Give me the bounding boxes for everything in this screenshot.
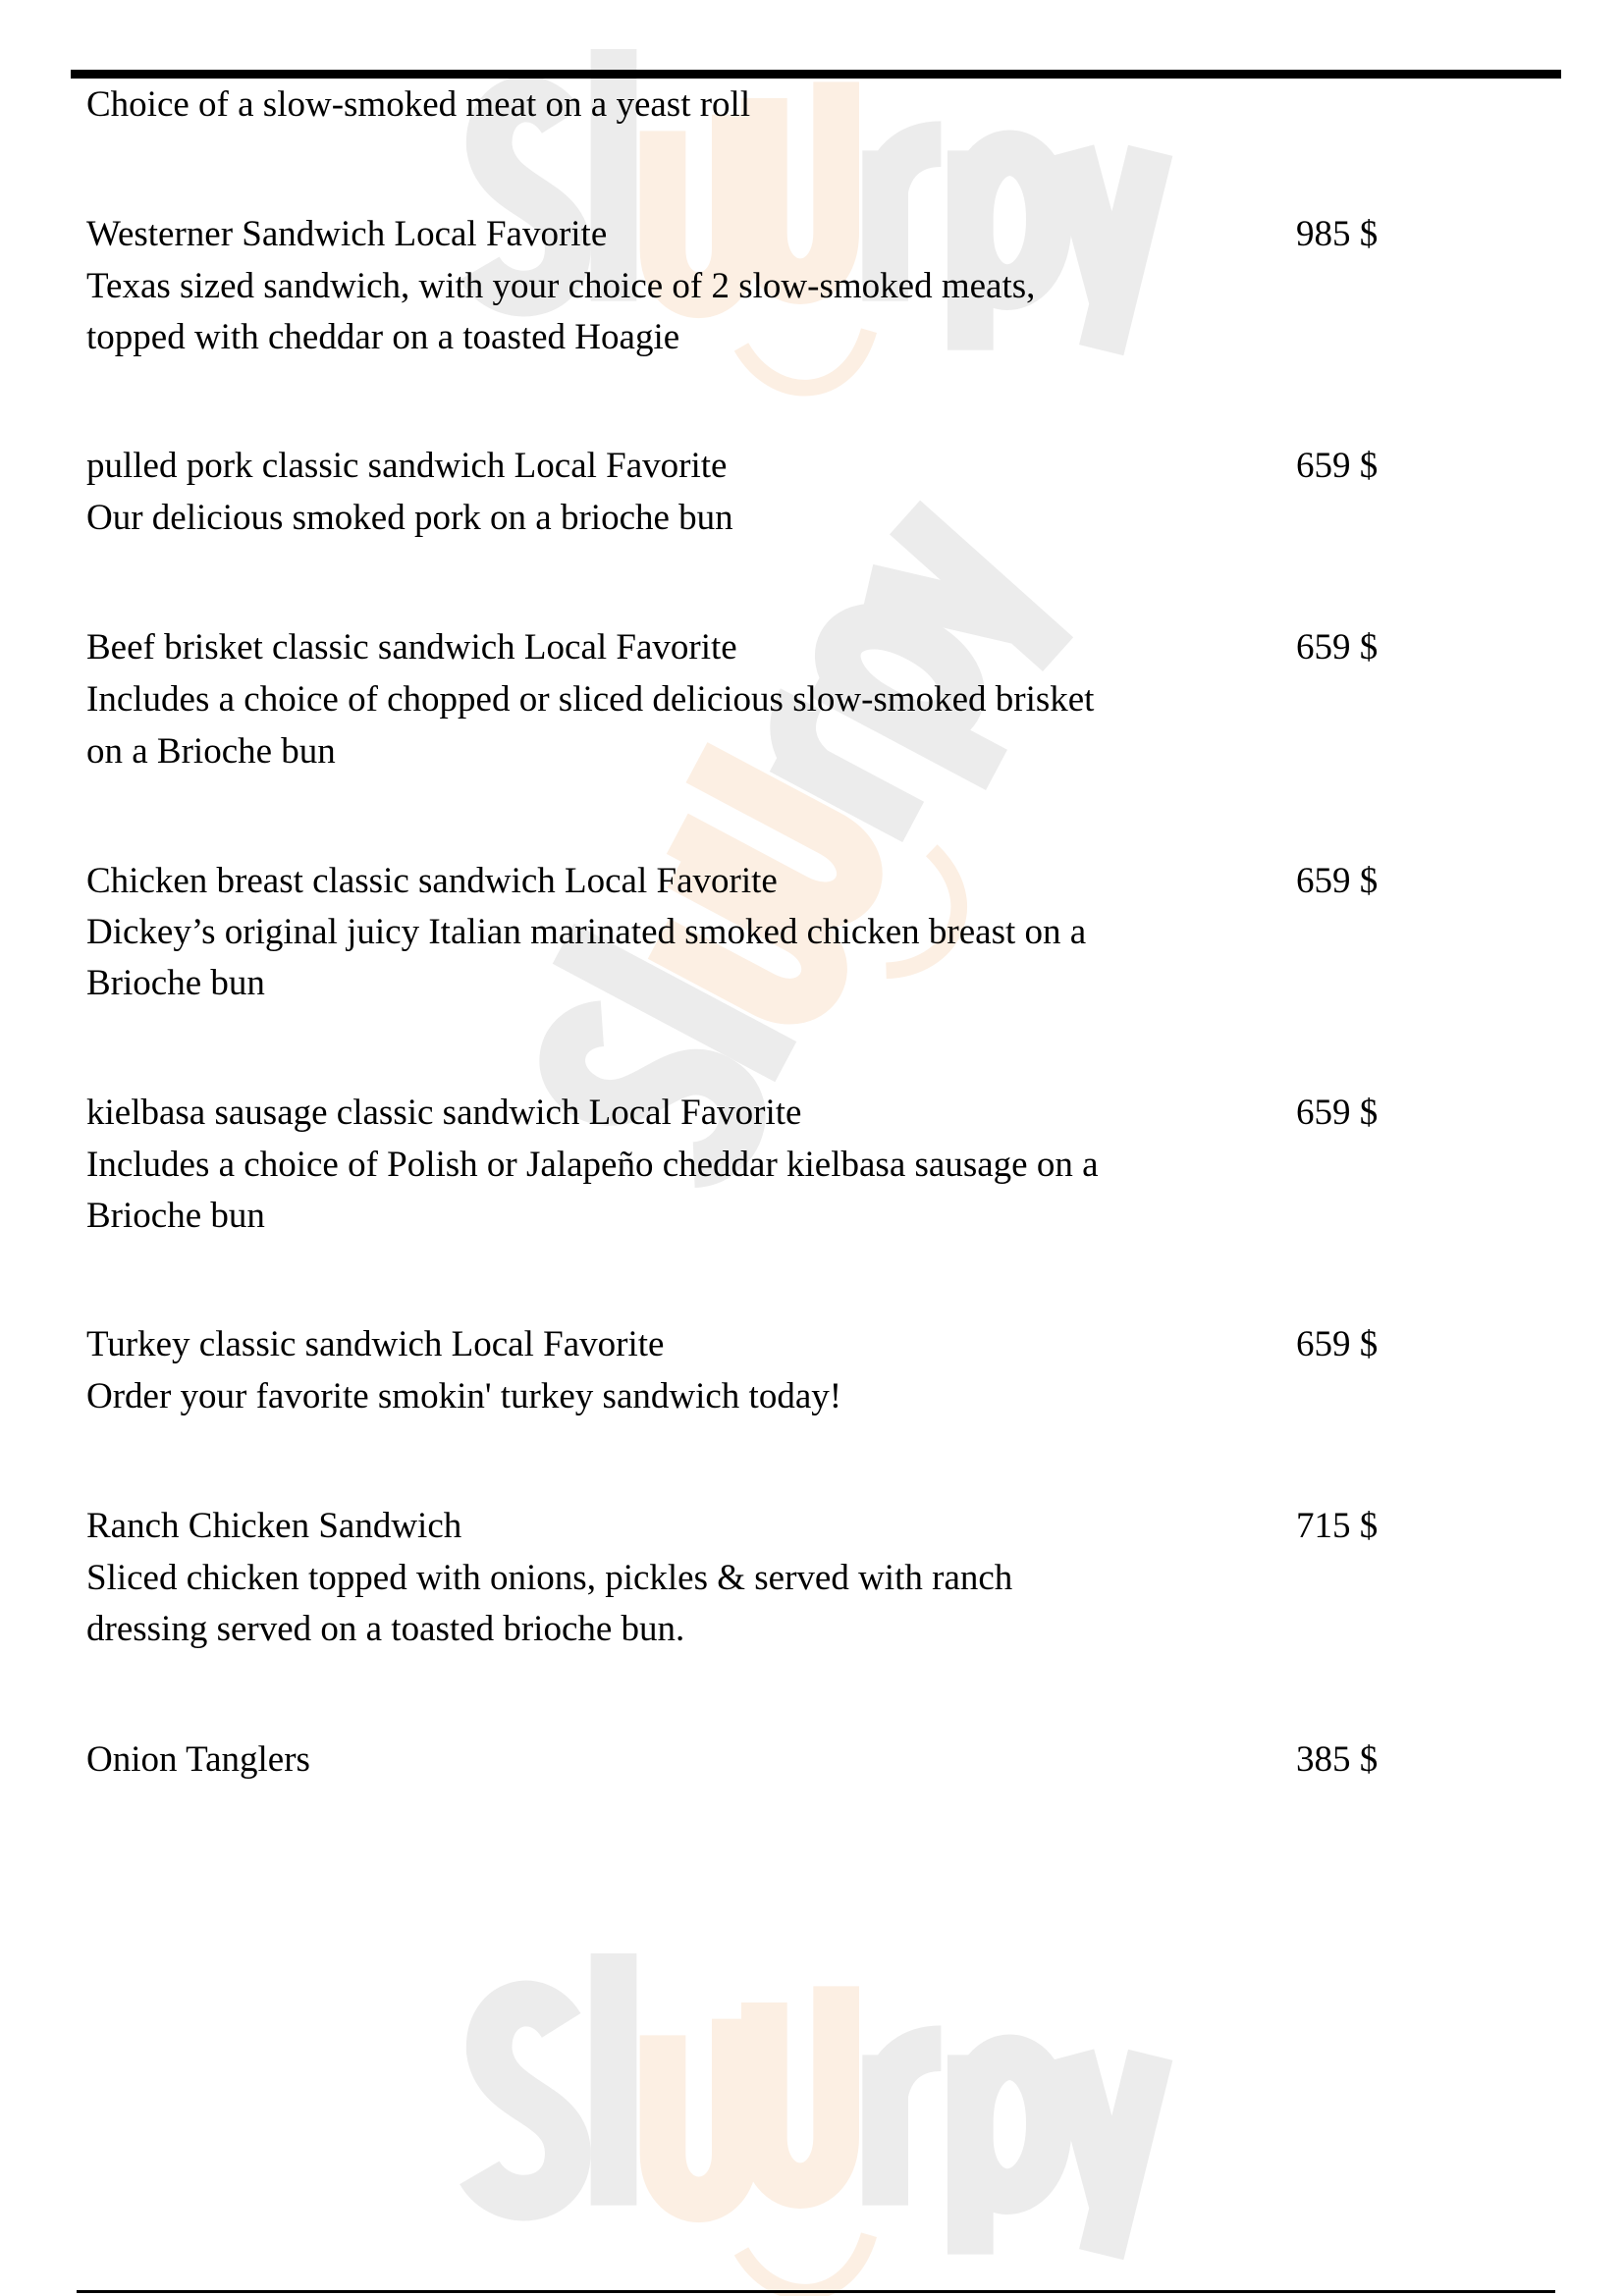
item-name: pulled pork classic sandwich Local Favorite [86, 446, 728, 486]
item-name: kielbasa sausage classic sandwich Local Favorite [86, 1093, 802, 1133]
top-divider [71, 70, 1561, 79]
item-name: Beef brisket classic sandwich Local Favorite [86, 627, 737, 667]
item-description: Includes a choice of Polish or Jalapeño cheddar kielbasa sausage on a [86, 1145, 1099, 1185]
item-description: Texas sized sandwich, with your choice of 2 slow-smoked meats, [86, 266, 1036, 306]
item-price: 715 $ [1296, 1506, 1379, 1546]
item-price: 659 $ [1296, 1324, 1379, 1364]
sluurpy-watermark-bottom [403, 1924, 1227, 2296]
item-price: 659 $ [1296, 1093, 1379, 1133]
item-description: Order your favorite smokin' turkey sandwich today! [86, 1376, 842, 1416]
item-description: Brioche bun [86, 1196, 265, 1236]
item-price: 659 $ [1296, 861, 1379, 901]
item-price: 385 $ [1296, 1739, 1379, 1780]
item-name: Onion Tanglers [86, 1739, 310, 1780]
item-description: on a Brioche bun [86, 731, 336, 772]
section-intro: Choice of a slow-smoked meat on a yeast roll [86, 84, 751, 125]
item-description: topped with cheddar on a toasted Hoagie [86, 317, 680, 357]
bottom-divider [77, 2290, 1555, 2293]
item-price: 985 $ [1296, 214, 1379, 254]
item-name: Turkey classic sandwich Local Favorite [86, 1324, 665, 1364]
item-description: Includes a choice of chopped or sliced delicious slow-smoked brisket [86, 679, 1095, 720]
item-description: Dickey’s original juicy Italian marinated smoked chicken breast on a [86, 912, 1087, 952]
sluurpy-logo [403, 1924, 1227, 2296]
item-name: Chicken breast classic sandwich Local Favorite [86, 861, 778, 901]
item-price: 659 $ [1296, 627, 1379, 667]
item-name: Ranch Chicken Sandwich [86, 1506, 462, 1546]
item-price: 659 $ [1296, 446, 1379, 486]
item-description: Brioche bun [86, 963, 265, 1003]
item-description: Our delicious smoked pork on a brioche bun [86, 498, 733, 538]
item-name: Westerner Sandwich Local Favorite [86, 214, 608, 254]
item-description: dressing served on a toasted brioche bun. [86, 1609, 685, 1649]
item-description: Sliced chicken topped with onions, pickles & served with ranch [86, 1558, 1013, 1598]
